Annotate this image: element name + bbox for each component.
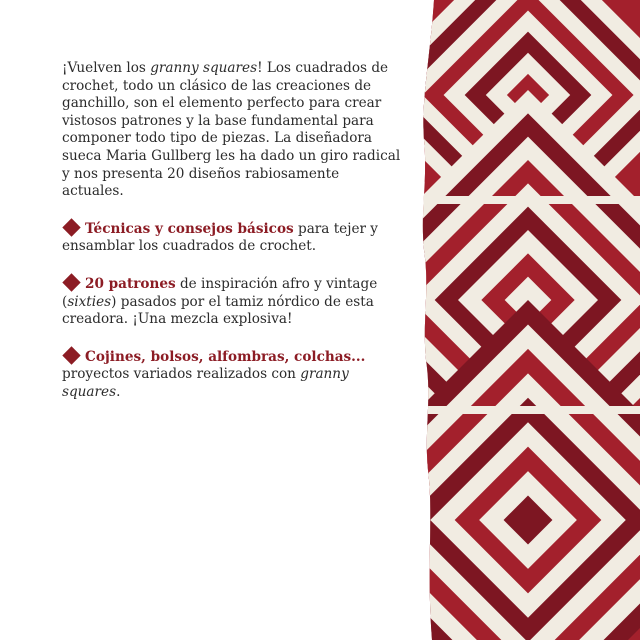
- bullet-techniques-highlight: Técnicas y consejos básicos: [85, 220, 294, 237]
- intro-emphasis: granny squares: [150, 60, 258, 76]
- diamond-bullet-icon: [62, 218, 80, 236]
- bullet-projects-highlight: Cojines, bolsos, alfombras, colchas...: [85, 348, 366, 365]
- bullet-projects-emphasis: granny squares: [62, 366, 349, 400]
- bullet-patterns-emphasis: sixties: [67, 293, 112, 310]
- bullet-patterns-highlight: 20 patrones: [85, 275, 176, 292]
- crochet-seam: [418, 406, 640, 414]
- bullet-patterns-text-b: ) pasados por el tamiz nórdico de esta creadora. ¡Una mezcla explosiva!: [62, 293, 374, 328]
- bullet-projects-text-a: proyectos variados realizados con: [62, 366, 301, 383]
- crochet-squares: [418, 0, 640, 640]
- intro-text-rest: ! Los cuadrados de crochet, todo un clásico de las creaciones de ganchillo, son el elemento perfecto para crear vistosos patrones y la base fundamental para componer todo tipo de piezas. La diseñadora sueca Maria Gullberg les ha dado un giro radical y nos presenta 20 diseños rabiosamente actuales.: [62, 60, 401, 200]
- diamond-bullet-icon: [62, 346, 80, 364]
- bullet-projects-text-b: .: [116, 383, 121, 400]
- intro-paragraph: [62, 60, 402, 201]
- bullet-techniques-text: para tejer y ensamblar los cuadrados de crochet.: [62, 220, 378, 255]
- diamond-bullet-icon: [62, 273, 80, 291]
- bullet-patterns-text-a: de inspiración afro y vintage (: [62, 275, 378, 310]
- bullet-projects: [62, 349, 402, 402]
- intro-text-start: ¡Vuelven los: [62, 60, 151, 76]
- text-column: [62, 60, 402, 422]
- crochet-panel-image: [418, 0, 640, 640]
- crochet-seam: [418, 196, 640, 204]
- bullet-patterns: [62, 276, 402, 329]
- bullet-techniques: [62, 221, 402, 256]
